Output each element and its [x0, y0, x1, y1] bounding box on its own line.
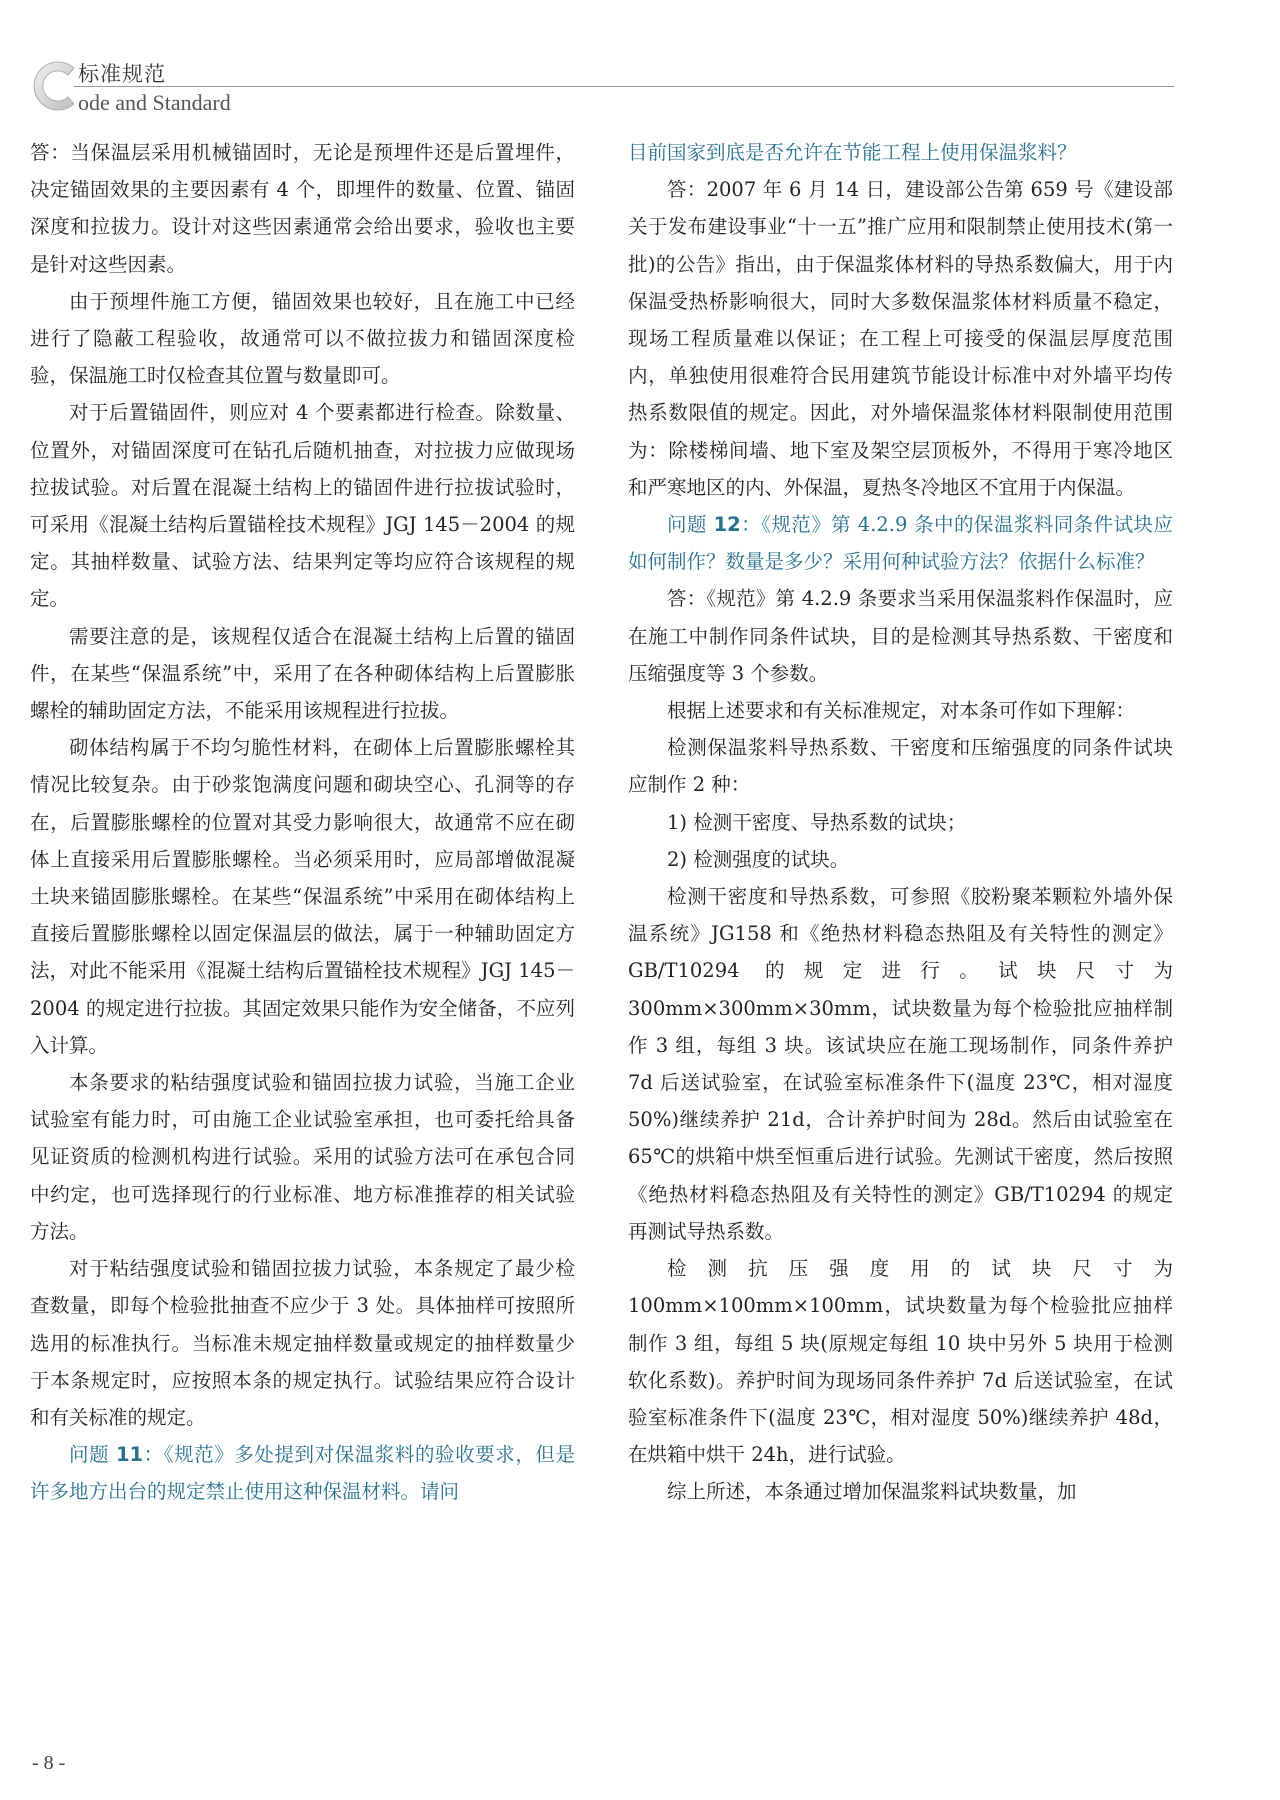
body-paragraph: 砌体结构属于不均匀脆性材料，在砌体上后置膨胀螺栓其情况比较复杂。由于砂浆饱满度问题和砌块空心、孔洞等的存在，后置膨胀螺栓的位置对其受力影响很大，故通常不应在砌体上直接采用后置膨胀螺栓。当必须采用时，应局部增做混凝土块来锚固膨胀螺栓。在某些“保温系统”中采用在砌体结构上直接后置膨胀螺栓以固定保温层的做法，属于一种辅助固定方法，对此不能采用《混凝土结构后置锚栓技术规程》JGJ 145－2004 的规定进行拉拔。其固定效果只能作为安全储备，不应列入计算。 — [30, 736, 575, 1057]
body-paragraph: 检测抗压强度用的试块尺寸为 100mm×100mm×100mm，试块数量为每个检验批应抽样制作 3 组，每组 5 块(原规定每组 10 块中另外 5 块用于检测软化系数)。养护时间为现场同条件养护 7d 后送试验室，在试验室标准条件下(温度 23℃，相对湿度 50%)继续养护 48d，在烘箱中烘干 24h，进行试验。 — [628, 1257, 1173, 1467]
body-paragraph: 检测保温浆料导热系数、干密度和压缩强度的同条件试块应制作 2 种： — [628, 736, 1173, 797]
question-text: 目前国家到底是否允许在节能工程上使用保温浆料？ — [628, 141, 1077, 164]
question-paragraph — [628, 506, 1173, 580]
question-label: 问题 — [69, 1443, 116, 1467]
question-number: 12 — [713, 513, 741, 537]
question-text: ：《规范》第 4.2.9 条中的保温浆料同条件试块应如何制作？数量是多少？采用何种试验方法？依据什么标准？ — [628, 513, 1173, 574]
left-column — [30, 134, 575, 1511]
question-paragraph — [30, 1436, 575, 1510]
body-paragraph: 答：《规范》第 4.2.9 条要求当采用保温浆料作保温时，应在施工中制作同条件试块，目的是检测其导热系数、干密度和压缩强度等 3 个参数。 — [628, 587, 1173, 685]
header-divider — [74, 86, 1174, 87]
body-paragraph: 由于预埋件施工方便，锚固效果也较好，且在施工中已经进行了隐蔽工程验收，故通常可以不做拉拔力和锚固深度检验，保温施工时仅检查其位置与数量即可。 — [30, 289, 575, 388]
right-column — [628, 134, 1173, 1511]
body-paragraph: 根据上述要求和有关标准规定，对本条可作如下理解： — [667, 699, 1136, 723]
section-subtitle: ode and Standard — [78, 90, 231, 115]
body-paragraph: 本条要求的粘结强度试验和锚固拉拔力试验，当施工企业试验室有能力时，可由施工企业试验室承担，也可委托给具备见证资质的检测机构进行试验。采用的试验方法可在承包合同中约定，也可选择现行的行业标准、地方标准推荐的相关试验方法。 — [30, 1071, 575, 1243]
body-paragraph: 答：2007 年 6 月 14 日，建设部公告第 659 号《建设部关于发布建设事业“十一五”推广应用和限制禁止使用技术(第一批)的公告》指出，由于保温浆体材料的导热系数偏大，用于内保温受热桥影响很大，同时大多数保温浆体材料质量不稳定，现场工程质量难以保证；在工程上可接受的保温层厚度范围内，单独使用很难符合民用建筑节能设计标准中对外墙平均传热系数限值的规定。因此，对外墙保温浆体材料限制使用范围为：除楼梯间墙、地下室及架空层顶板外，不得用于寒冷地区和严寒地区的内、外保温，夏热冬冷地区不宜用于内保温。 — [628, 178, 1173, 499]
body-paragraph: 检测干密度和导热系数，可参照《胶粉聚苯颗粒外墙外保温系统》JG158 和《绝热材料稳态热阻及有关特性的测定》GB/T10294 的规定进行。试块尺寸为 300mm×300mm×30mm，试块数量为每个检验批应抽样制作 3 组，每组 3 块。该试块应在施工现场制作，同条件养护 7d 后送试验室，在试验室标准条件下(温度 23℃，相对湿度 50%)继续养护 21d，合计养护时间为 28d。然后由试验室在 65℃的烘箱中烘至恒重后进行试验。先测试干密度，然后按照《绝热材料稳态热阻及有关特性的测定》GB/T10294 的规定再测试导热系数。 — [628, 885, 1173, 1243]
body-paragraph: 对于后置锚固件，则应对 4 个要素都进行检查。除数量、位置外，对锚固深度可在钻孔后随机抽查，对拉拔力应做现场拉拔试验。对后置在混凝土结构上的锚固件进行拉拔试验时，可采用《混凝土结构后置锚栓技术规程》JGJ 145－2004 的规定。其抽样数量、试验方法、结果判定等均应符合该规程的规定。 — [30, 401, 575, 611]
question-number: 11 — [115, 1443, 144, 1467]
question-paragraph — [628, 134, 1173, 171]
body-paragraph: 2) 检测强度的试块。 — [667, 847, 850, 871]
body-paragraph: 综上所述，本条通过增加保温浆料试块数量，加 — [667, 1480, 1077, 1504]
body-paragraph: 1) 检测干密度、导热系数的试块； — [667, 810, 967, 834]
question-label: 问题 — [667, 513, 714, 537]
body-paragraph: 答：当保温层采用机械锚固时，无论是预埋件还是后置埋件，决定锚固效果的主要因素有 4 个，即埋件的数量、位置、锚固深度和拉拔力。设计对这些因素通常会给出要求，验收也主要是针对这些因素。 — [30, 141, 575, 276]
section-title: 标准规范 — [78, 62, 166, 86]
page-header — [30, 50, 1180, 120]
body-paragraph: 对于粘结强度试验和锚固拉拔力试验，本条规定了最少检查数量，即每个检验批抽查不应少于 3 处。具体抽样可按照所选用的标准执行。当标准未规定抽样数量或规定的抽样数量少于本条规定时，应按照本条的规定执行。试验结果应符合设计和有关标准的规定。 — [30, 1257, 575, 1429]
page-number: - 8 - — [32, 1752, 66, 1774]
body-paragraph: 需要注意的是，该规程仅适合在混凝土结构上后置的锚固件，在某些“保温系统”中，采用了在各种砌体结构上后置膨胀螺栓的辅助固定方法，不能采用该规程进行拉拔。 — [30, 624, 575, 723]
question-text: ：《规范》多处提到对保温浆料的验收要求，但是许多地方出台的规定禁止使用这种保温材料。请问 — [30, 1443, 575, 1504]
